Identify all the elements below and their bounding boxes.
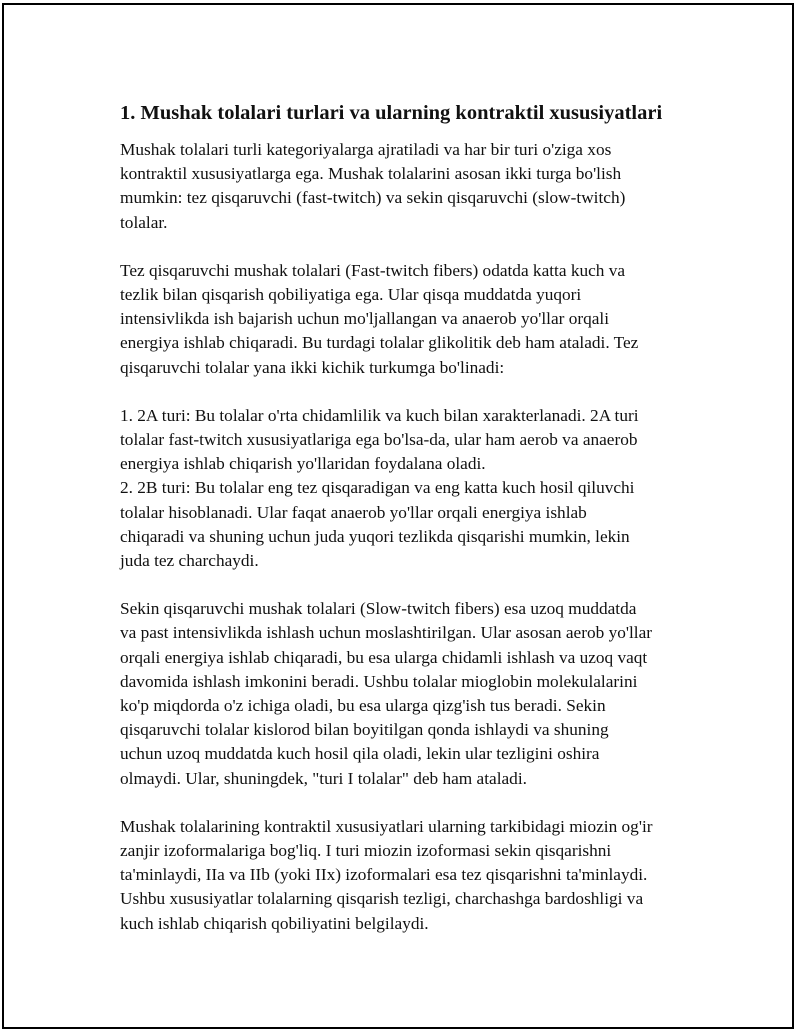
text-line: tolalar hisoblanadi. Ular faqat anaerob yo'llar orqali energiya ishlab	[120, 502, 587, 522]
text-line: Mushak tolalarining kontraktil xususiyatlari ularning tarkibidagi miozin og'ir	[120, 816, 653, 836]
paragraph-myosin-isoforms	[120, 815, 700, 936]
text-line: tolalar fast-twitch xususiyatlariga ega bo'lsa-da, ular ham aerob va anaerob	[120, 430, 638, 450]
text-line: chiqaradi va shuning uchun juda yuqori tezlikda qisqarishi mumkin, lekin	[120, 526, 630, 546]
text-line: ta'minlaydi, IIa va IIb (yoki IIx) izoformalari esa tez qisqarishni ta'minlaydi.	[120, 865, 648, 885]
text-line: davomida ishlash imkonini beradi. Ushbu tolalar mioglobin molekulalarini	[120, 671, 638, 691]
text-line: kuch ishlab chiqarish qobiliyatini belgilaydi.	[120, 913, 429, 933]
text-line: va past intensivlikda ishlash uchun moslashtirilgan. Ular asosan aerob yo'llar	[120, 623, 652, 643]
list-item	[120, 476, 700, 573]
text-line: Ushbu xususiyatlar tolalarning qisqarish tezligi, charchashga bardoshligi va	[120, 889, 644, 909]
text-line: uchun uzoq muddatda kuch hosil qila oladi, lekin ular tezligini oshira	[120, 744, 600, 764]
text-line: kontraktil xususiyatlarga ega. Mushak tolalarini asosan ikki turga bo'lish	[120, 164, 622, 184]
paragraph-slow-twitch	[120, 597, 700, 791]
page-frame	[2, 3, 794, 1029]
text-line: ko'p miqdorda o'z ichiga oladi, bu esa ularga qizg'ish tus beradi. Sekin	[120, 696, 606, 716]
text-line: energiya ishlab chiqaradi. Bu turdagi tolalar glikolitik deb ham ataladi. Tez	[120, 333, 639, 353]
text-line: Sekin qisqaruvchi mushak tolalari (Slow-twitch fibers) esa uzoq muddatda	[120, 599, 637, 619]
text-line: energiya ishlab chiqarish yo'llaridan foydalana oladi.	[120, 454, 486, 474]
text-line: tolalar.	[120, 212, 168, 232]
fiber-subtype-list	[120, 404, 700, 573]
text-line: Mushak tolalari turli kategoriyalarga ajratiladi va har bir turi o'ziga xos	[120, 140, 612, 159]
text-line: 1. 2A turi: Bu tolalar o'rta chidamlilik va kuch bilan xarakterlanadi. 2A turi	[120, 405, 639, 425]
text-line: intensivlikda ish bajarish uchun mo'ljallangan va anaerob yo'llar orqali	[120, 309, 610, 329]
text-line: juda tez charchaydi.	[120, 551, 259, 571]
text-line: qisqaruvchi tolalar yana ikki kichik turkumga bo'linadi:	[120, 357, 505, 377]
document-body	[120, 100, 700, 960]
paragraph-fast-twitch	[120, 259, 700, 380]
text-line: 2. 2B turi: Bu tolalar eng tez qisqaradigan va eng katta kuch hosil qiluvchi	[120, 478, 635, 498]
text-line: mumkin: tez qisqaruvchi (fast-twitch) va sekin qisqaruvchi (slow-twitch)	[120, 188, 626, 208]
text-line: tezlik bilan qisqarish qobiliyatiga ega. Ular qisqa muddatda yuqori	[120, 285, 582, 305]
document-title: 1. Mushak tolalari turlari va ularning kontraktil xususiyatlari	[120, 102, 663, 124]
text-line: qisqaruvchi tolalar kislorod bilan boyitilgan qonda ishlaydi va shuning	[120, 720, 609, 740]
paragraph-intro	[120, 138, 700, 235]
text-line: orqali energiya ishlab chiqaradi, bu esa ularga chidamli ishlash va uzoq vaqt	[120, 647, 648, 667]
text-line: olmaydi. Ular, shuningdek, "turi I tolalar" deb ham ataladi.	[120, 768, 527, 788]
text-line: Tez qisqaruvchi mushak tolalari (Fast-twitch fibers) odatda katta kuch va	[120, 260, 626, 280]
list-item	[120, 404, 700, 477]
text-line: zanjir izoformalariga bog'liq. I turi miozin izoformasi sekin qisqarishni	[120, 841, 612, 861]
